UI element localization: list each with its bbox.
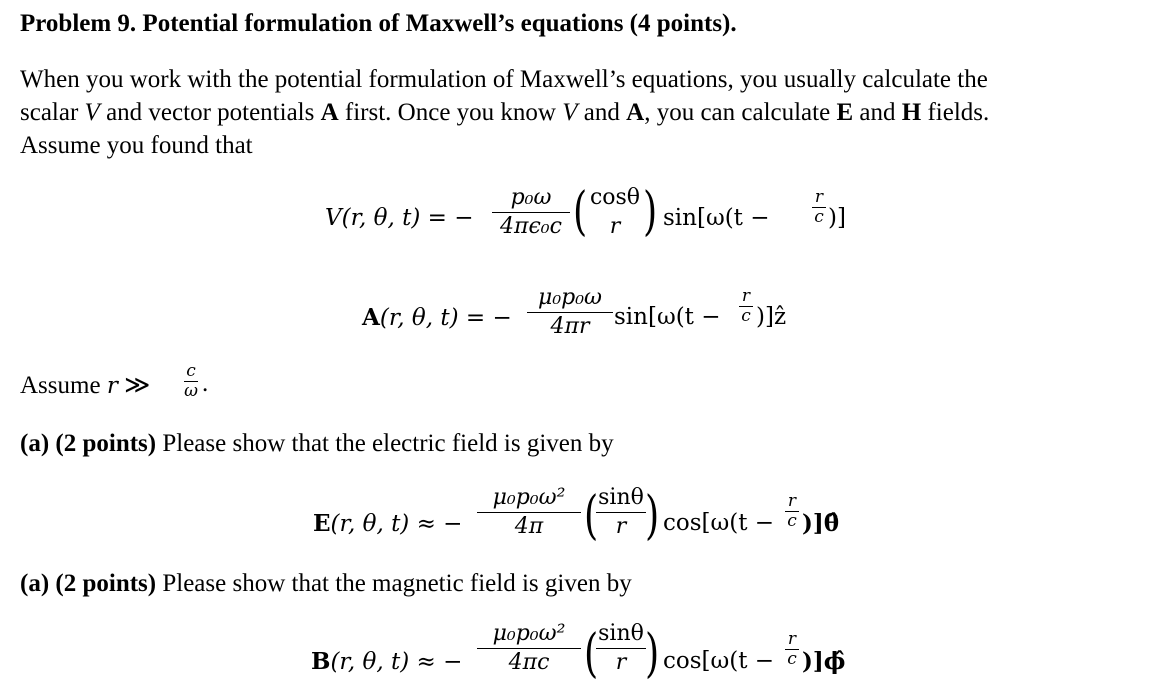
- part-b-prompt: (a) (2 points) Please show that the magnetic field is given by: [20, 570, 632, 597]
- eq-e-fraction-2: sinθ r: [596, 484, 646, 541]
- intro-paragraph: [20, 63, 1135, 162]
- problem-title: Problem 9. Potential formulation of Maxwell’s equations (4 points).: [20, 10, 737, 37]
- eq-e-small-fraction: r c: [785, 492, 799, 531]
- eq-a-tail: sin[ω(t −: [614, 304, 721, 330]
- eq-a-small-fraction: r c: [739, 287, 753, 326]
- eq-v-fraction-2: cosθ r: [589, 185, 641, 239]
- eq-b-fraction-2: sinθ r: [596, 620, 646, 677]
- eq-b-lhs: B(r, θ, t) ≈ −: [311, 648, 463, 675]
- eq-b-tail: cos[ω(t −: [663, 648, 775, 674]
- eq-v-lhs: V(r, θ, t) = −: [325, 205, 474, 231]
- eq-a-lhs: A(r, θ, t) = −: [362, 304, 512, 331]
- intro-line3: Assume you found that: [20, 132, 253, 159]
- part-a-prompt: (a) (2 points) Please show that the electric field is given by: [20, 430, 614, 457]
- eq-e-tail: cos[ω(t −: [663, 510, 775, 536]
- eq-e-lhs: E(r, θ, t) ≈ −: [313, 510, 463, 537]
- eq-b-small-fraction: r c: [785, 630, 799, 669]
- eq-a-fraction: μ₀p₀ω 4πr: [527, 284, 613, 341]
- assume-small-fraction: c ω: [184, 361, 198, 401]
- assumption-line: Assume r ≫: [20, 372, 151, 399]
- eq-b-fraction-1: μ₀p₀ω² 4πc: [477, 620, 581, 677]
- intro-line2: scalar V and vector potentials A first. Once you know V and A, you can calculate E and H fields.: [20, 99, 990, 126]
- eq-v-tail: sin[ω(t −: [663, 205, 770, 231]
- eq-v-small-fraction: r c: [812, 188, 826, 227]
- eq-v-fraction-1: p₀ω 4πϵ₀c: [492, 184, 570, 241]
- eq-e-fraction-1: μ₀p₀ω² 4π: [477, 484, 581, 541]
- intro-line1: When you work with the potential formulation of Maxwell’s equations, you usually calculate the: [20, 66, 988, 93]
